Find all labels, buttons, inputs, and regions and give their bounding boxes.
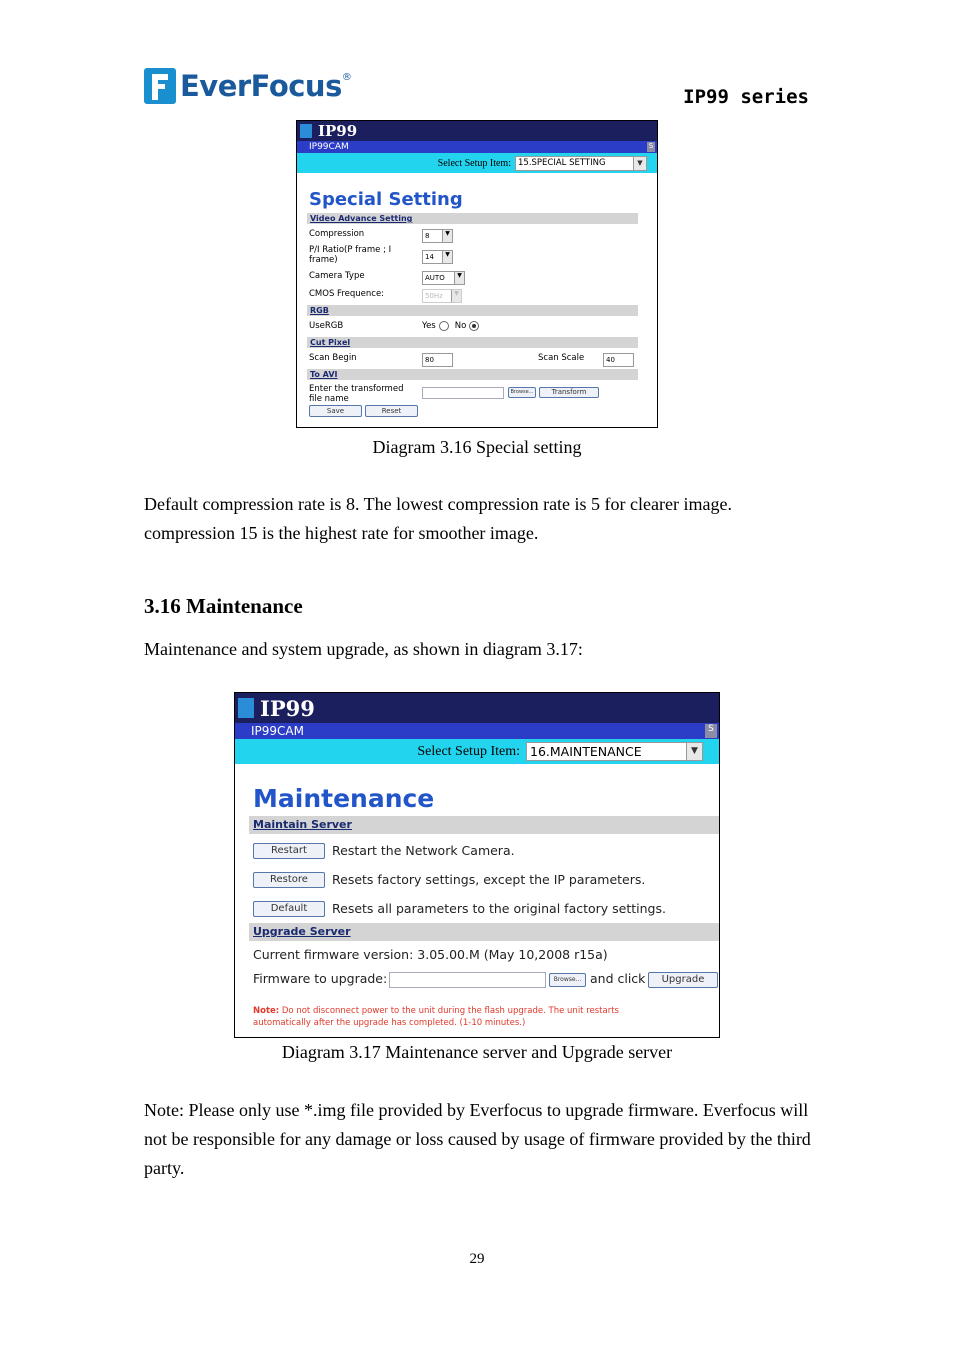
- app-titlebar: [297, 121, 657, 141]
- chevron-down-icon: ▼: [633, 157, 646, 170]
- everfocus-logo: [144, 66, 352, 106]
- restore-button[interactable]: Restore: [253, 872, 325, 888]
- camera-type-value: AUTO: [425, 274, 445, 282]
- paragraph-compression: Default compression rate is 8. The lowest compression rate is 5 for clearer image. compression 15 is the highest rate for smoother image.: [144, 494, 732, 543]
- reset-button[interactable]: Reset: [365, 405, 418, 417]
- setup-select-bar: [297, 153, 657, 173]
- registered-mark: ®: [341, 72, 352, 83]
- scan-scale-input[interactable]: [603, 353, 634, 367]
- upgrade-button[interactable]: Upgrade: [648, 972, 718, 988]
- setup-select-bar: [235, 739, 719, 764]
- scan-scale-value: 40: [606, 356, 615, 364]
- and-click-text: and click: [590, 971, 646, 986]
- save-button[interactable]: Save: [309, 405, 362, 417]
- chevron-down-icon: ▼: [442, 251, 452, 263]
- maintenance-screenshot: [234, 692, 720, 1038]
- app-logo-icon: [300, 124, 312, 138]
- series-title: IP99 series: [683, 86, 809, 108]
- setup-item-value: 16.MAINTENANCE: [530, 744, 642, 759]
- scan-begin-input[interactable]: [422, 353, 453, 367]
- section-video-advance: Video Advance Setting: [307, 213, 638, 224]
- compression-value: 8: [425, 232, 430, 240]
- section-heading: 3.16 Maintenance: [144, 594, 303, 618]
- app-titlebar: [235, 693, 719, 723]
- section-cut-pixel: Cut Pixel: [307, 337, 638, 348]
- browse-button[interactable]: Browse...: [508, 387, 536, 398]
- page-title: Maintenance: [253, 784, 435, 813]
- firmware-file-input[interactable]: [389, 972, 546, 988]
- page-number: 29: [469, 1251, 485, 1267]
- browse-button[interactable]: Browse...: [549, 973, 586, 987]
- pi-ratio-value: 14: [425, 253, 434, 261]
- paragraph-maintenance: Maintenance and system upgrade, as shown in diagram 3.17:: [144, 639, 583, 659]
- compression-label: Compression: [309, 229, 365, 239]
- camera-bar: [235, 723, 719, 739]
- transform-button[interactable]: Transform: [539, 387, 599, 398]
- brand-name: EverFocus: [180, 69, 342, 103]
- note-text: Do not disconnect power to the unit during the flash upgrade. The unit restarts automatically after the upgrade has completed. (1-10 minutes.): [253, 1006, 619, 1028]
- special-setting-screenshot: [296, 120, 658, 428]
- section-rgb: RGB: [307, 305, 638, 316]
- cmos-select[interactable]: [422, 289, 462, 303]
- firmware-label: Firmware to upgrade:: [253, 971, 388, 986]
- app-title: IP99: [318, 122, 358, 140]
- scan-begin-label: Scan Begin: [309, 353, 357, 363]
- scan-scale-label: Scan Scale: [538, 353, 585, 363]
- usergb-options: [422, 321, 479, 331]
- scan-begin-value: 80: [425, 356, 434, 364]
- camera-type-label: Camera Type: [309, 271, 365, 281]
- yes-label: Yes: [422, 321, 436, 331]
- pi-ratio-select[interactable]: [422, 250, 453, 264]
- select-setup-label: Select Setup Item:: [437, 157, 511, 169]
- transform-filename-input[interactable]: [422, 387, 504, 399]
- select-setup-label: Select Setup Item:: [417, 743, 520, 759]
- chevron-down-icon: ▼: [451, 290, 461, 302]
- restart-button[interactable]: Restart: [253, 843, 325, 859]
- usergb-label: UseRGB: [309, 321, 344, 331]
- app-logo-icon: [238, 698, 254, 718]
- paragraph-note: Note: Please only use *.img file provided by Everfocus to upgrade firmware. Everfocus will not be responsible for any damage or loss caused by usage of firmware provided by the third party.: [144, 1100, 811, 1178]
- s-badge: S: [648, 142, 654, 150]
- section-to-avi: To AVI: [307, 369, 638, 380]
- chevron-down-icon: ▼: [442, 230, 452, 242]
- setup-item-select[interactable]: [515, 156, 647, 171]
- s-badge: S: [705, 724, 717, 738]
- diagram-caption: Diagram 3.16 Special setting: [372, 437, 582, 457]
- section-upgrade-server: Upgrade Server: [249, 923, 720, 941]
- logo-icon: [144, 68, 176, 104]
- chevron-down-icon: ▼: [454, 272, 464, 284]
- restore-description: Resets factory settings, except the IP parameters.: [332, 872, 646, 887]
- firmware-version: Current firmware version: 3.05.00.M (May 10,2008 r15a): [253, 947, 608, 962]
- note-label: Note:: [253, 1006, 280, 1016]
- default-button[interactable]: Default: [253, 901, 325, 917]
- cmos-value: 50Hz: [425, 292, 443, 300]
- no-label: No: [454, 321, 467, 331]
- camera-name: IP99CAM: [251, 724, 304, 738]
- pi-ratio-label: P/I Ratio(P frame ; I frame): [309, 245, 392, 265]
- setup-item-select[interactable]: [526, 742, 703, 761]
- transform-label: Enter the transformed file name: [309, 384, 404, 404]
- camera-name: IP99CAM: [309, 142, 349, 152]
- page-title: Special Setting: [309, 189, 463, 210]
- yes-radio[interactable]: [439, 321, 449, 331]
- no-radio[interactable]: [469, 321, 479, 331]
- setup-item-value: 15.SPECIAL SETTING: [518, 158, 606, 168]
- camera-type-select[interactable]: [422, 271, 465, 285]
- diagram-caption: Diagram 3.17 Maintenance server and Upgrade server: [281, 1042, 673, 1062]
- section-maintain-server: Maintain Server: [249, 816, 720, 834]
- app-title: IP99: [260, 695, 315, 721]
- compression-select[interactable]: [422, 229, 453, 243]
- default-description: Resets all parameters to the original factory settings.: [332, 901, 666, 916]
- upgrade-note: [253, 1005, 673, 1029]
- camera-bar: [297, 141, 657, 153]
- restart-description: Restart the Network Camera.: [332, 843, 515, 858]
- cmos-label: CMOS Frequence:: [309, 289, 385, 299]
- chevron-down-icon: ▼: [686, 743, 702, 760]
